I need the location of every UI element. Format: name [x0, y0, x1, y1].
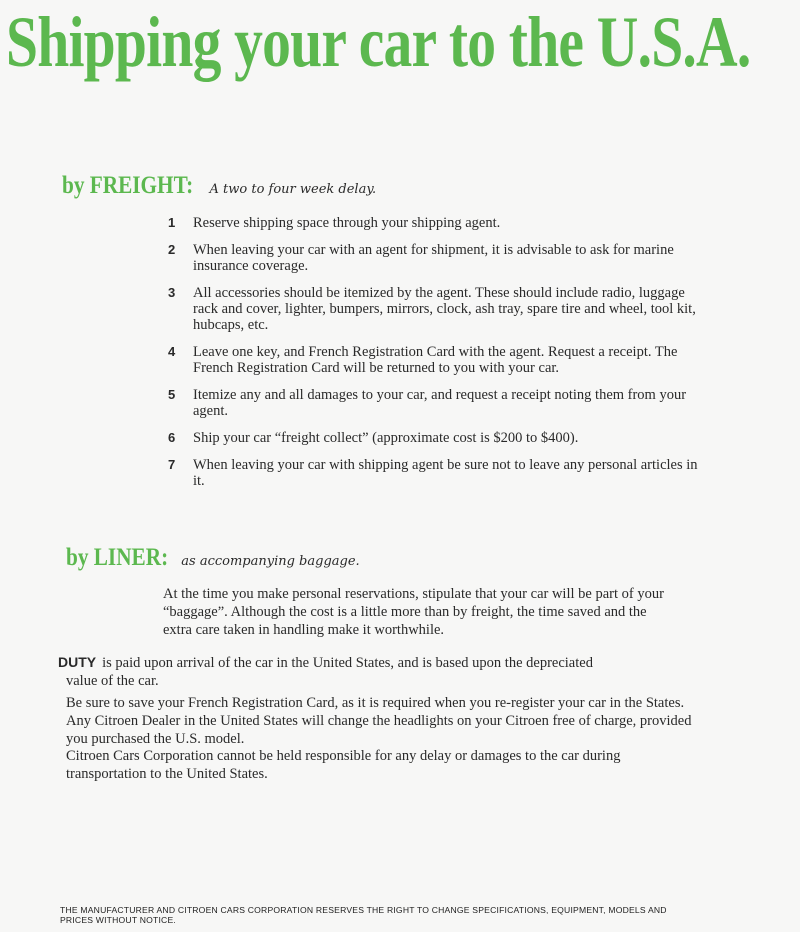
step-text: All accessories should be itemized by the agent. These should include radio, luggage rack and cover, lighter, bumpers, mirrors, clock, ash tray, spare tire and wheel, tool kit, hubcaps, etc.	[193, 285, 696, 333]
duty-label: DUTY	[58, 654, 97, 670]
freight-section-heading	[62, 172, 376, 200]
step-text: Reserve shipping space through your shipping agent.	[193, 215, 501, 231]
step-number: 1	[168, 215, 176, 230]
step-text: When leaving your car with shipping agent be sure not to leave any personal articles in it.	[193, 457, 698, 489]
list-item	[168, 344, 703, 376]
step-text: When leaving your car with an agent for shipment, it is advisable to ask for marine insurance coverage.	[193, 242, 674, 274]
step-text: Leave one key, and French Registration Card with the agent. Request a receipt. The French Registration Card will be returned to you with your car.	[193, 344, 678, 376]
list-item	[168, 242, 703, 274]
list-item	[168, 215, 703, 231]
liner-subtitle: as accompanying baggage.	[181, 554, 360, 569]
step-number: 5	[168, 387, 176, 402]
list-item	[168, 430, 703, 446]
page-title: Shipping your car to the U.S.A.	[6, 2, 751, 82]
step-number: 3	[168, 285, 176, 300]
freight-heading-label: by FREIGHT:	[62, 172, 194, 199]
liner-paragraph: At the time you make personal reservations, stipulate that your car will be part of your “baggage”. Although the cost is a little more than by freight, the time saved and the extra care taken in handling make it worthwhile.	[163, 586, 664, 638]
step-text: Ship your car “freight collect” (approximate cost is $200 to $400).	[193, 430, 579, 446]
step-number: 2	[168, 242, 176, 257]
duty-text-line2: value of the car.	[66, 673, 159, 689]
freight-subtitle: A two to four week delay.	[209, 182, 377, 197]
list-item	[168, 285, 703, 333]
duty-text-line1: is paid upon arrival of the car in the United States, and is based upon the depreciated	[102, 655, 593, 671]
registration-note: Be sure to save your French Registration Card, as it is required when you re-register your car in the States. Any Citroen Dealer in the United States will change the headlights on your Citroen free of charge, provided you purchased the U.S. model.	[66, 695, 692, 747]
step-number: 7	[168, 457, 176, 472]
step-number: 6	[168, 430, 176, 445]
freight-steps-list	[168, 215, 703, 500]
duty-paragraph	[58, 653, 688, 690]
liner-heading-label: by LINER:	[66, 544, 169, 571]
footer-disclaimer: THE MANUFACTURER AND CITROEN CARS CORPORATION RESERVES THE RIGHT TO CHANGE SPECIFICATIONS, EQUIPMENT, MODELS AND PRICES WITHOUT NOTICE.	[60, 905, 667, 925]
liner-section-heading	[66, 544, 360, 572]
list-item	[168, 387, 703, 419]
list-item	[168, 457, 703, 489]
step-number: 4	[168, 344, 176, 359]
step-text: Itemize any and all damages to your car, and request a receipt noting them from your agent.	[193, 387, 687, 419]
liability-note: Citroen Cars Corporation cannot be held responsible for any delay or damages to the car during transportation to the United States.	[66, 748, 621, 782]
